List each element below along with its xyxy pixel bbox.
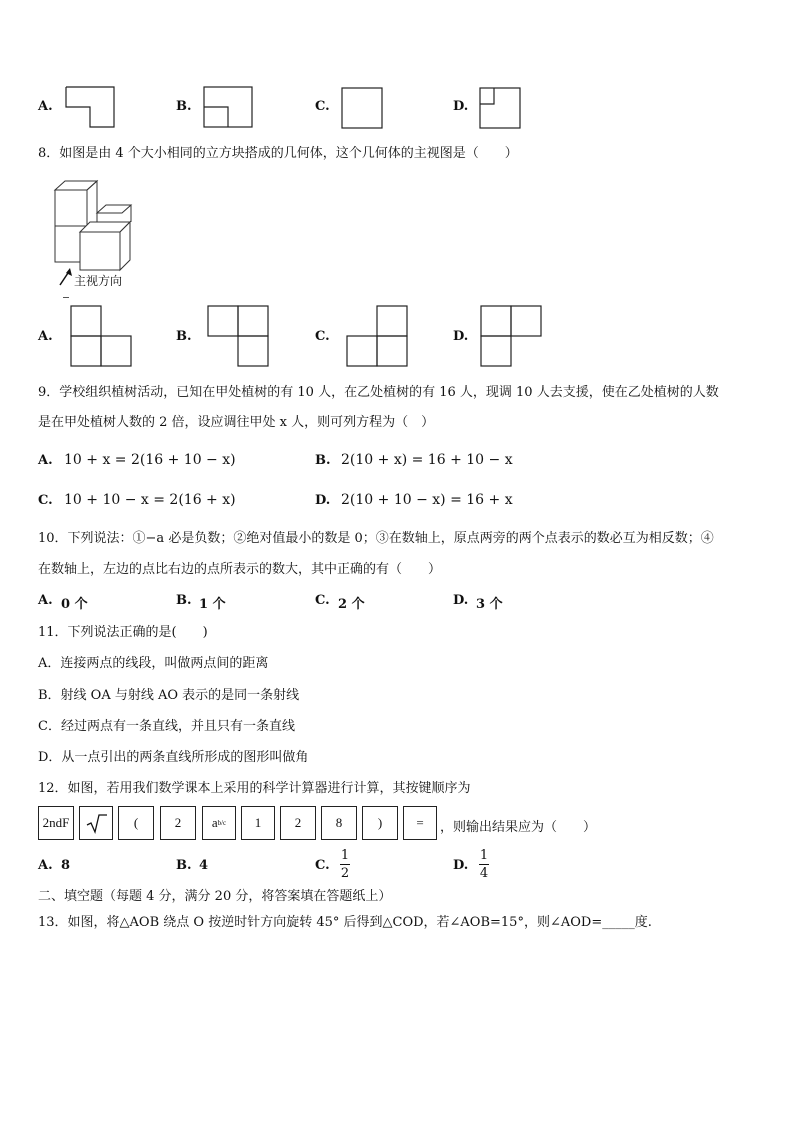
q8-figure-caption: 主视方向 [74,274,123,288]
q12-option-d-fraction [479,848,489,881]
key-2b: 2 [280,806,316,840]
q9-option-c-expr: 10 + 10 − x = 2(16 + x) [64,492,236,508]
q7-option-c-label: C. [315,99,330,114]
q12-stem: 12．如图，若用我们数学课本上采用的科学计算器进行计算，其按键顺序为 [38,781,471,796]
q7-option-c-figure [342,88,384,130]
key-2: 2 [160,806,196,840]
divider [63,297,69,298]
q8-option-d-label: D. [453,329,469,344]
q12-option-c-label: C. [315,858,330,873]
q10-option-a-text: 0 个 [61,597,88,612]
q7-option-a-figure [66,87,118,129]
q8-option-b-label: B. [176,329,192,344]
q8-option-d-figure [481,306,543,368]
q12-option-b-label: B. [176,858,192,873]
q11-option-b: B．射线 OA 与射线 AO 表示的是同一条射线 [38,688,300,703]
q11-option-c: C．经过两点有一条直线，并且只有一条直线 [38,719,295,734]
q7-option-b-figure [204,87,256,129]
q10-option-a-label: A. [38,593,53,608]
q8-option-c-label: C. [315,329,330,344]
q7-option-a-label: A. [38,99,53,114]
q9-option-d-label: D. [315,493,331,508]
q8-option-b-figure [208,306,270,368]
q12-stem-tail: ，则输出结果应为（ ） [440,820,597,835]
q7-option-d-figure [480,88,524,130]
q9-stem-line2: 是在甲处植树人数的 2 倍，设应调往甲处 x 人，则可列方程为（ ） [38,415,435,430]
numerator: 1 [340,848,350,863]
key-2ndf: 2ndF [38,806,74,840]
q8-option-c-figure [347,306,409,368]
q11-stem: 11．下列说法正确的是( ) [38,625,208,640]
q10-option-c-label: C. [315,593,330,608]
q12-option-a-text: 8 [61,858,71,873]
q11-option-a: A．连接两点的线段，叫做两点间的距离 [38,656,269,671]
q10-stem-line1: 10．下列说法：①−a 必是负数；②绝对值最小的数是 0；③在数轴上，原点两旁的两个点表示的数必互为相反数；④ [38,531,714,546]
q12-option-b-text: 4 [199,858,209,873]
q13-stem: 13．如图，将△AOB 绕点 O 按逆时针方向旋转 45° 后得到△COD，若∠AOB=15°，则∠AOD=_____度. [38,915,652,930]
q7-option-b-label: B. [176,99,192,114]
q12-option-a-label: A. [38,858,53,873]
key-sqrt [79,806,113,840]
q10-option-b-text: 1 个 [199,597,226,612]
key-open-paren: ( [118,806,154,840]
sqrt-icon [85,813,107,833]
q12-option-c-fraction [340,848,350,881]
numerator: 1 [479,848,489,863]
q9-stem-line1: 9．学校组织植树活动，已知在甲处植树的有 10 人，在乙处植树的有 16 人，现调 10 人去支援，使在乙处植树的人数 [38,385,719,400]
q9-option-c-label: C. [38,493,53,508]
q9-option-d-expr: 2(10 + 10 − x) = 16 + x [341,492,513,508]
q7-option-d-label: D. [453,99,469,114]
q8-stem: 8．如图是由 4 个大小相同的立方块搭成的几何体，这个几何体的主视图是（ ） [38,146,518,161]
key-fraction: a b/c [202,806,236,840]
key-1: 1 [241,806,275,840]
denominator: 4 [479,866,489,881]
q11-option-d: D．从一点引出的两条直线所形成的图形叫做角 [38,750,309,765]
q10-option-b-label: B. [176,593,192,608]
key-close-paren: ) [362,806,398,840]
q10-option-d-text: 3 个 [476,597,503,612]
q9-option-b-label: B. [315,453,331,468]
denominator: 2 [340,866,350,881]
q9-option-b-expr: 2(10 + x) = 16 + 10 − x [341,452,513,468]
q8-option-a-figure [71,306,133,368]
q9-option-a-expr: 10 + x = 2(16 + 10 − x) [64,452,236,468]
q10-option-d-label: D. [453,593,469,608]
q8-option-a-label: A. [38,329,53,344]
key-equals: = [403,806,437,840]
q9-option-a-label: A. [38,453,53,468]
key-8: 8 [321,806,357,840]
q10-option-c-text: 2 个 [338,597,365,612]
q10-stem-line2: 在数轴上，左边的点比右边的点所表示的数大，其中正确的有（ ） [38,562,442,577]
section-heading: 二、填空题（每题 4 分，满分 20 分，将答案填在答题纸上） [38,889,392,904]
q12-option-d-label: D. [453,858,469,873]
